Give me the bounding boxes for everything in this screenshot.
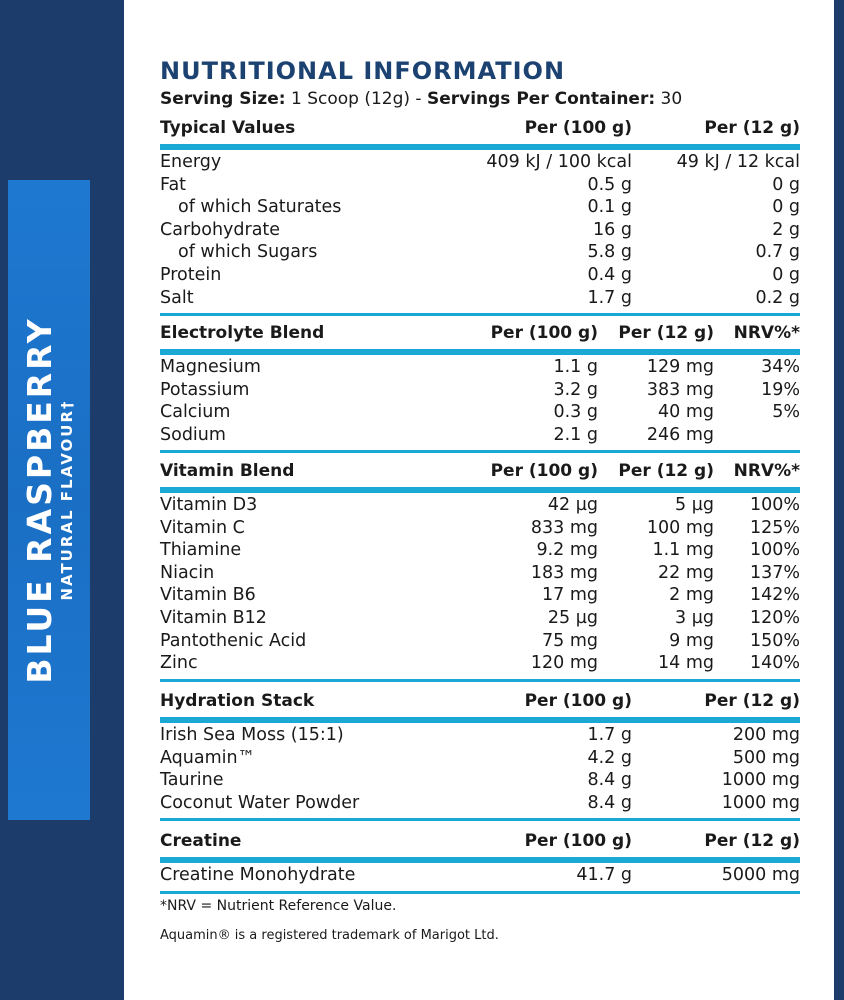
- table-row: [160, 725, 800, 748]
- servings-per-container-label: Servings Per Container:: [426, 89, 656, 109]
- header-rule: [160, 717, 800, 723]
- row-label: Creatine Monohydrate: [160, 865, 356, 885]
- row-label: Vitamin C: [160, 517, 245, 538]
- table-row: [160, 175, 800, 198]
- column-header: Per (100 g): [490, 323, 598, 343]
- row-value: 1.7 g: [587, 725, 632, 745]
- row-value: 8.4 g: [587, 770, 632, 791]
- header-rule: [160, 487, 800, 493]
- row-value: 5 µg: [675, 495, 714, 515]
- header-rule: [160, 349, 800, 355]
- row-value: 1000 mg: [721, 770, 800, 791]
- section-header: [160, 691, 800, 713]
- column-header: NRV%*: [733, 323, 800, 343]
- row-value: 409 kJ / 100 kcal: [486, 152, 632, 172]
- row-label: Zinc: [160, 653, 198, 674]
- aquamin-footnote: Aquamin® is a registered trademark of Marigot Ltd.: [160, 928, 499, 943]
- row-value: 41.7 g: [576, 865, 632, 885]
- row-value: 0.5 g: [587, 174, 632, 195]
- row-value: 16 g: [593, 219, 632, 240]
- left-navy-band: [0, 0, 124, 1000]
- row-value: 100 mg: [646, 517, 714, 538]
- row-value: 137%: [749, 562, 800, 583]
- table-row: [160, 425, 800, 448]
- servings-per-container-value: 30: [660, 89, 683, 109]
- section-header: [160, 831, 800, 853]
- table-row: [160, 793, 800, 816]
- table-row: [160, 495, 800, 518]
- row-value: 14 mg: [658, 653, 714, 674]
- column-header: Per (100 g): [490, 461, 598, 481]
- column-header: Per (12 g): [704, 831, 800, 851]
- row-value: 34%: [761, 357, 800, 377]
- row-value: 25 µg: [547, 607, 598, 628]
- table-row: [160, 631, 800, 654]
- column-header: Per (100 g): [524, 831, 632, 851]
- section-header: [160, 461, 800, 483]
- row-value: 0.1 g: [587, 197, 632, 218]
- column-header: Per (100 g): [524, 691, 632, 711]
- row-label: Thiamine: [160, 540, 242, 561]
- row-value: 0 g: [772, 197, 800, 218]
- row-value: 0.4 g: [587, 264, 632, 285]
- row-value: 833 mg: [530, 517, 598, 538]
- row-value: 129 mg: [646, 357, 714, 377]
- table-row: [160, 197, 800, 220]
- row-value: 125%: [749, 517, 800, 538]
- row-value: 0 g: [772, 264, 800, 285]
- flavour-label: [8, 180, 90, 820]
- row-value: 75 mg: [542, 630, 598, 651]
- serving-separator: -: [415, 89, 422, 109]
- table-row: [160, 865, 800, 888]
- nutrition-panel: [124, 0, 834, 1000]
- section-header: [160, 323, 800, 345]
- row-label: of which Saturates: [178, 197, 342, 218]
- row-label: Protein: [160, 264, 222, 285]
- row-value: 0.2 g: [755, 287, 800, 308]
- row-label: Vitamin D3: [160, 495, 258, 515]
- table-row: [160, 563, 800, 586]
- table-row: [160, 748, 800, 771]
- row-value: 120%: [749, 607, 800, 628]
- column-header: Per (12 g): [618, 323, 714, 343]
- table-row: [160, 770, 800, 793]
- row-value: 150%: [749, 630, 800, 651]
- row-label: Niacin: [160, 562, 215, 583]
- row-value: 17 mg: [542, 585, 598, 606]
- serving-info: [160, 89, 682, 109]
- column-header: Per (12 g): [704, 691, 800, 711]
- row-label: Potassium: [160, 379, 250, 400]
- section-title: Electrolyte Blend: [160, 323, 325, 343]
- row-label: Energy: [160, 152, 222, 172]
- section-title: Vitamin Blend: [160, 461, 295, 481]
- row-value: 142%: [749, 585, 800, 606]
- table-row: [160, 220, 800, 243]
- nrv-footnote: *NRV = Nutrient Reference Value.: [160, 898, 397, 914]
- row-value: 200 mg: [732, 725, 800, 745]
- page-title: NUTRITIONAL INFORMATION: [160, 57, 566, 85]
- footer-rule: [160, 818, 800, 821]
- table-row: [160, 242, 800, 265]
- serving-size-value: 1 Scoop (12g): [290, 89, 411, 109]
- row-value: 22 mg: [658, 562, 714, 583]
- row-value: 5000 mg: [721, 865, 800, 885]
- table-row: [160, 265, 800, 288]
- table-row: [160, 585, 800, 608]
- section-title: Typical Values: [160, 118, 296, 138]
- row-value: 1.7 g: [587, 287, 632, 308]
- table-row: [160, 152, 800, 175]
- footer-rule: [160, 313, 800, 316]
- row-value: 120 mg: [530, 653, 598, 674]
- flavour-text: [22, 316, 76, 683]
- row-value: 0.3 g: [553, 402, 598, 423]
- row-label: Carbohydrate: [160, 219, 281, 240]
- row-value: 5%: [772, 402, 800, 423]
- right-navy-band: [834, 0, 844, 1000]
- row-value: 2.1 g: [553, 424, 598, 445]
- section-title: Hydration Stack: [160, 691, 315, 711]
- row-value: 40 mg: [658, 402, 714, 423]
- row-value: 183 mg: [530, 562, 598, 583]
- row-label: Vitamin B12: [160, 607, 267, 628]
- row-value: 100%: [749, 495, 800, 515]
- footer-rule: [160, 450, 800, 453]
- row-value: 42 µg: [547, 495, 598, 515]
- footer-rule: [160, 891, 800, 894]
- table-row: [160, 357, 800, 380]
- row-value: 1000 mg: [721, 792, 800, 813]
- table-row: [160, 402, 800, 425]
- table-row: [160, 380, 800, 403]
- row-value: 8.4 g: [587, 792, 632, 813]
- column-header: Per (12 g): [704, 118, 800, 138]
- table-row: [160, 653, 800, 676]
- row-value: 19%: [761, 379, 800, 400]
- row-label: Irish Sea Moss (15:1): [160, 725, 344, 745]
- row-label: Pantothenic Acid: [160, 630, 307, 651]
- table-row: [160, 540, 800, 563]
- row-value: 9.2 mg: [536, 540, 598, 561]
- column-header: Per (100 g): [524, 118, 632, 138]
- row-label: Vitamin B6: [160, 585, 256, 606]
- flavour-name: BLUE RASPBERRY: [20, 316, 59, 684]
- row-value: 3 µg: [675, 607, 714, 628]
- section-title: Creatine: [160, 831, 242, 851]
- row-value: 500 mg: [732, 747, 800, 768]
- row-label: Sodium: [160, 424, 226, 445]
- column-header: Per (12 g): [618, 461, 714, 481]
- section-header: [160, 118, 800, 140]
- row-value: 0 g: [772, 174, 800, 195]
- row-value: 9 mg: [669, 630, 714, 651]
- row-value: 100%: [749, 540, 800, 561]
- row-label: Magnesium: [160, 357, 261, 377]
- header-rule: [160, 857, 800, 863]
- row-label: of which Sugars: [178, 242, 318, 263]
- row-label: Calcium: [160, 402, 231, 423]
- flavour-subtitle: NATURAL FLAVOUR†: [58, 399, 76, 601]
- row-value: 140%: [749, 653, 800, 674]
- row-label: Salt: [160, 287, 194, 308]
- row-value: 1.1 mg: [652, 540, 714, 561]
- row-value: 5.8 g: [587, 242, 632, 263]
- row-value: 3.2 g: [553, 379, 598, 400]
- table-row: [160, 608, 800, 631]
- row-value: 246 mg: [646, 424, 714, 445]
- footer-rule: [160, 679, 800, 682]
- row-value: 49 kJ / 12 kcal: [676, 152, 800, 172]
- serving-size-label: Serving Size:: [160, 89, 286, 109]
- table-row: [160, 288, 800, 311]
- row-value: 383 mg: [646, 379, 714, 400]
- row-label: Coconut Water Powder: [160, 792, 360, 813]
- row-value: 4.2 g: [587, 747, 632, 768]
- row-value: 0.7 g: [755, 242, 800, 263]
- row-value: 2 mg: [669, 585, 714, 606]
- table-row: [160, 518, 800, 541]
- column-header: NRV%*: [733, 461, 800, 481]
- row-value: 1.1 g: [553, 357, 598, 377]
- row-label: Aquamin™: [160, 747, 256, 768]
- header-rule: [160, 144, 800, 150]
- row-value: 2 g: [772, 219, 800, 240]
- row-label: Fat: [160, 174, 187, 195]
- row-label: Taurine: [160, 770, 224, 791]
